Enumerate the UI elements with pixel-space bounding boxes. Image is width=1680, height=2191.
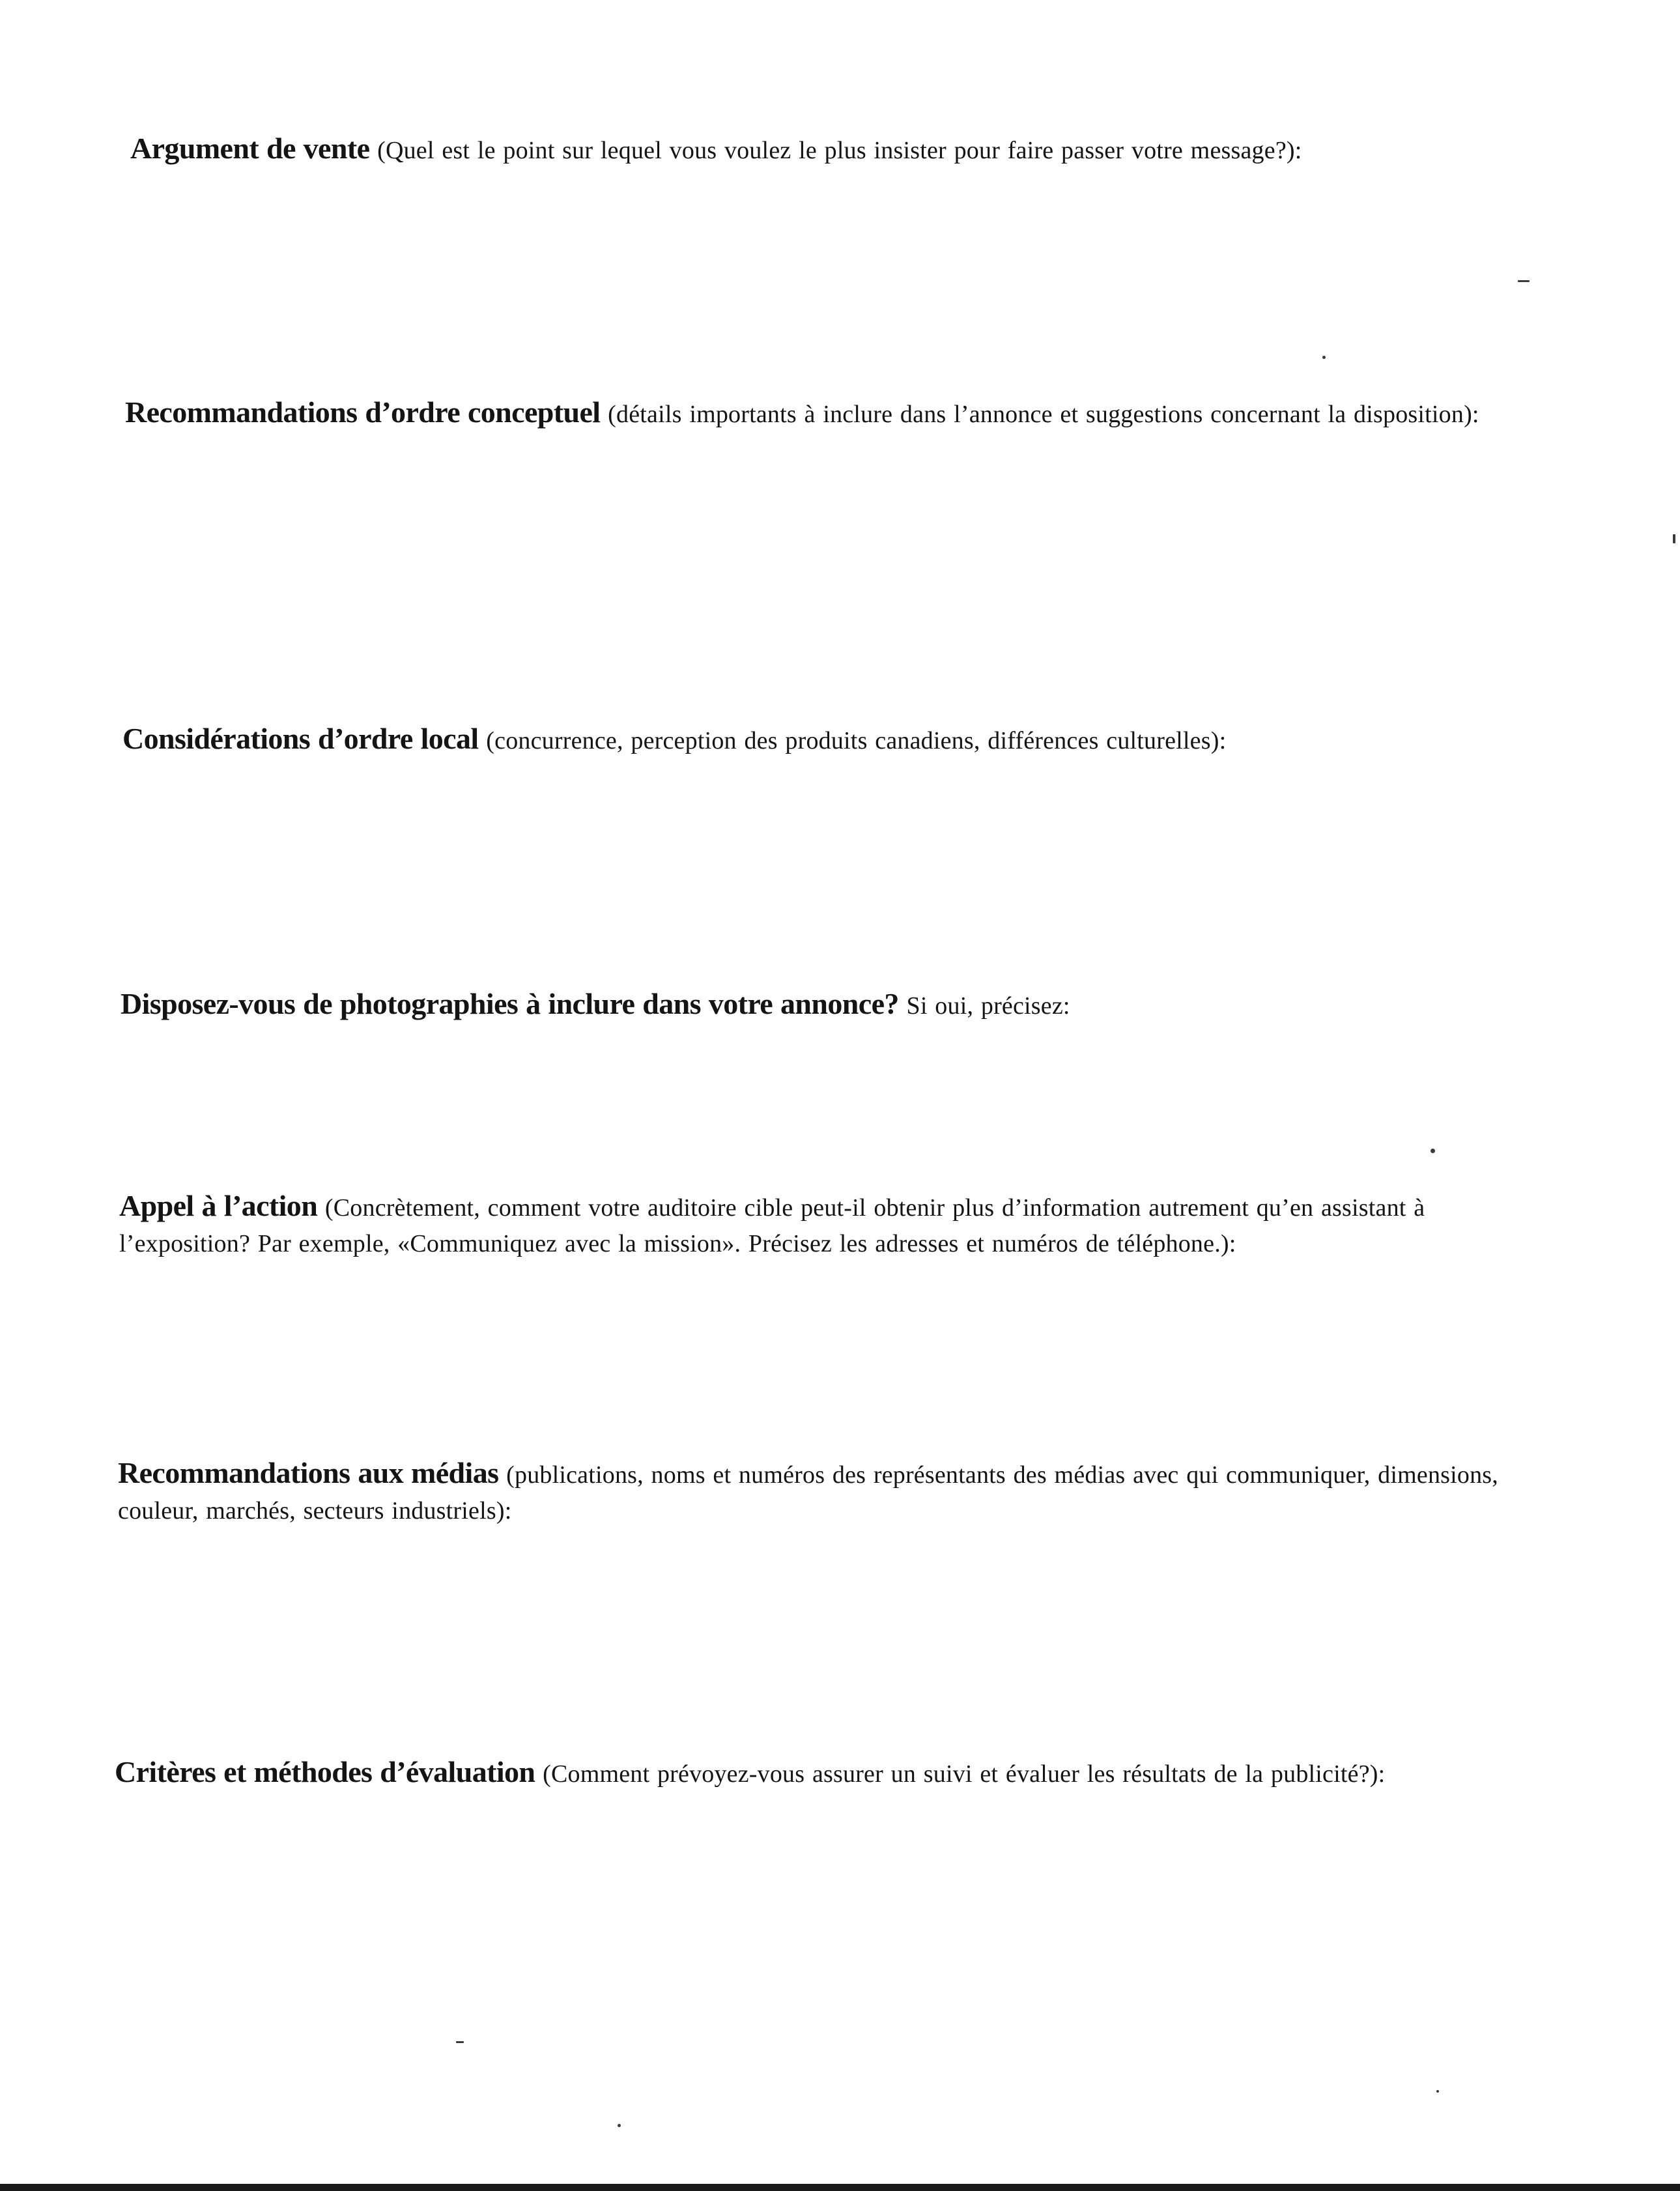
section-appel-action xyxy=(119,1188,1546,1262)
scan-speck xyxy=(1673,534,1675,543)
section-description: Si oui, précisez: xyxy=(906,992,1070,1020)
section-heading: Disposez-vous de photographies à inclure dans votre annonce? xyxy=(121,987,899,1020)
section-heading: Critères et méthodes d’évaluation xyxy=(115,1755,535,1788)
section-description: (concurrence, perception des produits canadiens, différences culturelles): xyxy=(486,727,1227,754)
section-description: (Quel est le point sur lequel vous voulez le plus insister pour faire passer votre message?): xyxy=(377,137,1302,164)
section-recommandations-conceptuel xyxy=(125,394,1584,433)
section-description: (Concrètement, comment votre auditoire cible peut-il obtenir plus d’information autrement qu’en assistant à l’exposition? Par exemple, «Communiquez avec la mission». Précisez les adresses et numéros de téléphone.): xyxy=(119,1194,1425,1257)
section-heading: Argument de vente xyxy=(130,132,370,165)
scan-speck xyxy=(618,2124,621,2127)
scan-speck xyxy=(456,2041,464,2043)
scan-speck xyxy=(1322,356,1326,359)
section-description: (détails importants à inclure dans l’annonce et suggestions concernant la disposition): xyxy=(608,401,1479,428)
section-heading: Recommandations d’ordre conceptuel xyxy=(125,395,601,429)
section-description: (publications, noms et numéros des représentants des médias avec qui communiquer, dimensions, couleur, marchés, secteurs industriels): xyxy=(118,1461,1499,1525)
section-description: (Comment prévoyez-vous assurer un suivi et évaluer les résultats de la publicité?): xyxy=(543,1760,1386,1788)
bottom-border xyxy=(0,2184,1680,2191)
section-heading: Recommandations aux médias xyxy=(118,1456,499,1489)
section-heading: Appel à l’action xyxy=(119,1189,318,1222)
section-recommandations-medias xyxy=(118,1455,1518,1529)
section-considerations-local xyxy=(122,721,1556,759)
section-criteres-evaluation xyxy=(115,1754,1548,1792)
scan-speck xyxy=(1436,2090,1439,2093)
scan-speck xyxy=(1518,280,1530,282)
section-photographies xyxy=(121,986,1554,1024)
section-heading: Considérations d’ordre local xyxy=(122,722,479,755)
scan-speck xyxy=(1431,1149,1435,1153)
section-argument-de-vente xyxy=(130,130,1550,169)
